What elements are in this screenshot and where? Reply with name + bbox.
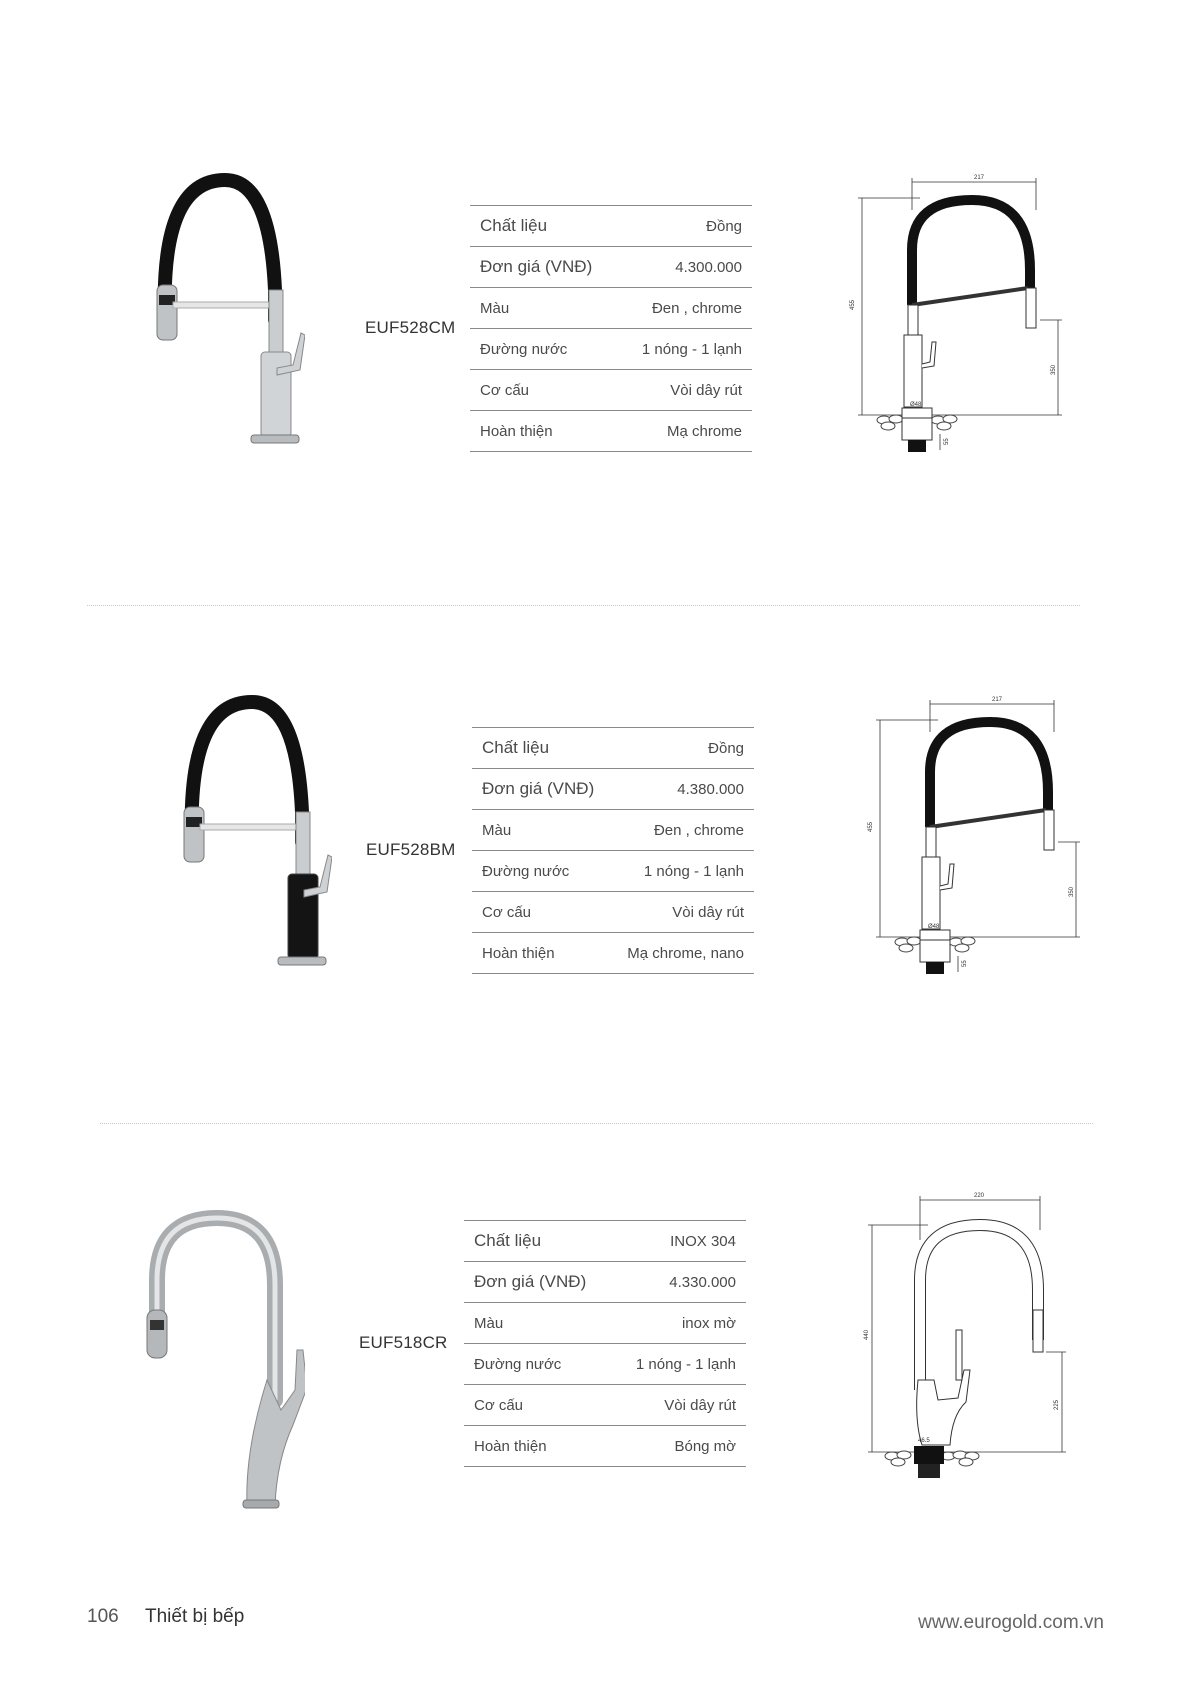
website-url: www.eurogold.com.vn [918, 1612, 1104, 1633]
spec-row-price [470, 247, 752, 288]
spec-row-color [464, 1303, 746, 1344]
dim-base: Ø48 [928, 924, 940, 930]
spec-value: Bóng mờ [612, 1426, 746, 1467]
spec-value: Đồng [611, 728, 754, 769]
faucet-photo-euf518cr [135, 1210, 305, 1510]
spec-label: Hoàn thiện [464, 1426, 612, 1467]
spec-value: 4.300.000 [618, 247, 752, 288]
technical-drawing-euf518cr [858, 1190, 1088, 1490]
spec-value: 1 nóng - 1 lạnh [611, 851, 754, 892]
dim-width: 217 [992, 697, 1003, 703]
dim-height: 455 [850, 299, 856, 310]
dim-spout: 225 [1054, 1399, 1060, 1410]
spec-table [472, 727, 754, 974]
section-title: Thiết bị bếp [145, 1606, 245, 1627]
spec-row-finish [470, 411, 752, 452]
product-code: EUF528CM [365, 318, 456, 337]
spec-label: Đơn giá (VNĐ) [464, 1262, 612, 1303]
spec-value: Đồng [618, 206, 752, 247]
spec-value: Vòi dây rút [612, 1385, 746, 1426]
dim-height: 440 [864, 1329, 870, 1340]
spec-label: Màu [470, 288, 618, 329]
spec-label: Đơn giá (VNĐ) [472, 769, 611, 810]
product-euf528bm [0, 680, 1190, 1020]
spec-row-water [470, 329, 752, 370]
spec-label: Màu [464, 1303, 612, 1344]
spec-table [470, 205, 752, 452]
dim-spout: 350 [1069, 886, 1075, 897]
faucet-photo-euf528cm [135, 170, 305, 470]
dim-base: 46.5 [918, 1438, 930, 1444]
product-euf528cm [0, 160, 1190, 500]
technical-drawing-euf528bm [858, 692, 1088, 992]
spec-label: Cơ cấu [470, 370, 618, 411]
spec-row-price [472, 769, 754, 810]
spec-label: Chất liệu [472, 728, 611, 769]
spec-label: Đơn giá (VNĐ) [470, 247, 618, 288]
section-divider [100, 1123, 1093, 1124]
spec-row-price [464, 1262, 746, 1303]
section-divider [87, 605, 1080, 606]
spec-value: Đen , chrome [618, 288, 752, 329]
spec-value: INOX 304 [612, 1221, 746, 1262]
dim-width: 220 [974, 1193, 985, 1199]
spec-label: Hoàn thiện [470, 411, 618, 452]
spec-value: 4.380.000 [611, 769, 754, 810]
spec-value: inox mờ [612, 1303, 746, 1344]
spec-label: Cơ cấu [464, 1385, 612, 1426]
dim-shank: 55 [962, 960, 968, 967]
dim-shank: 55 [944, 438, 950, 445]
spec-value: 4.330.000 [612, 1262, 746, 1303]
spec-value: Vòi dây rút [611, 892, 754, 933]
spec-label: Hoàn thiện [472, 933, 611, 974]
spec-row-water [464, 1344, 746, 1385]
spec-row-material [472, 728, 754, 769]
dim-height: 455 [868, 821, 874, 832]
dim-width: 217 [974, 175, 985, 181]
spec-row-material [470, 206, 752, 247]
faucet-photo-euf528bm [162, 692, 332, 992]
spec-row-mechanism [472, 892, 754, 933]
technical-drawing-euf528cm [840, 170, 1070, 470]
spec-value: Mạ chrome [618, 411, 752, 452]
spec-row-water [472, 851, 754, 892]
spec-value: Mạ chrome, nano [611, 933, 754, 974]
spec-row-mechanism [464, 1385, 746, 1426]
spec-label: Đường nước [464, 1344, 612, 1385]
spec-label: Cơ cấu [472, 892, 611, 933]
spec-value: Vòi dây rút [618, 370, 752, 411]
spec-row-finish [464, 1426, 746, 1467]
spec-value: 1 nóng - 1 lạnh [618, 329, 752, 370]
spec-row-finish [472, 933, 754, 974]
spec-label: Chất liệu [470, 206, 618, 247]
spec-table [464, 1220, 746, 1467]
spec-row-material [464, 1221, 746, 1262]
product-euf518cr [0, 1175, 1190, 1515]
spec-row-color [472, 810, 754, 851]
product-code: EUF528BM [366, 840, 456, 859]
spec-value: Đen , chrome [611, 810, 754, 851]
dim-spout: 350 [1051, 364, 1057, 375]
spec-value: 1 nóng - 1 lạnh [612, 1344, 746, 1385]
spec-row-mechanism [470, 370, 752, 411]
page-number: 106 [87, 1606, 119, 1627]
product-code: EUF518CR [359, 1333, 448, 1352]
dim-base: Ø48 [910, 402, 922, 408]
spec-label: Chất liệu [464, 1221, 612, 1262]
spec-row-color [470, 288, 752, 329]
spec-label: Đường nước [470, 329, 618, 370]
spec-label: Màu [472, 810, 611, 851]
spec-label: Đường nước [472, 851, 611, 892]
